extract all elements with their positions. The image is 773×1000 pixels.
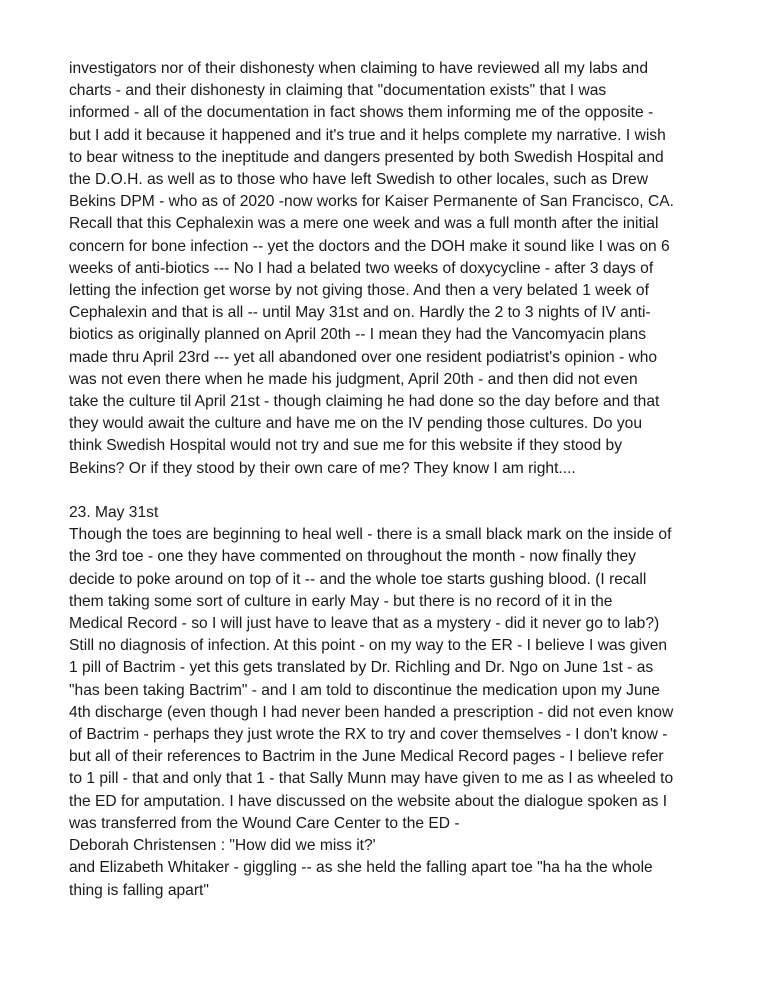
text-line: Medical Record - so I will just have to leave that as a mystery - did it never go to lab?): [69, 615, 660, 633]
text-line: charts - and their dishonesty in claiming that "documentation exists" that I was: [69, 82, 607, 100]
document-page: [69, 58, 759, 902]
text-line: Still no diagnosis of infection. At this point - on my way to the ER - I believe I was given: [69, 637, 668, 655]
text-line: Bekins DPM - who as of 2020 -now works for Kaiser Permanente of San Francisco, CA.: [69, 193, 674, 211]
text-line: was not even there when he made his judgment, April 20th - and then did not even: [69, 370, 638, 388]
text-line: but I add it because it happened and it's true and it helps complete my narrative. I wish: [69, 126, 666, 144]
text-line: investigators nor of their dishonesty when claiming to have reviewed all my labs and: [69, 60, 649, 77]
text-line: was transferred from the Wound Care Center to the ED -: [69, 814, 460, 832]
text-line: 1 pill of Bactrim - yet this gets translated by Dr. Richling and Dr. Ngo on June 1st - as: [69, 659, 654, 677]
text-line: Deborah Christensen : "How did we miss it?': [69, 837, 376, 855]
text-line: biotics as originally planned on April 20th -- I mean they had the Vancomyacin plans: [69, 326, 647, 344]
paragraph-1: [69, 58, 759, 480]
text-line: "has been taking Bactrim" - and I am told to discontinue the medication upon my June: [69, 681, 660, 699]
text-line: Recall that this Cephalexin was a mere one week and was a full month after the initial: [69, 215, 659, 233]
text-line: informed - all of the documentation in fact shows them informing me of the opposite -: [69, 104, 654, 122]
text-line: of Bactrim - perhaps they just wrote the RX to try and cover themselves - I don't know -: [69, 726, 668, 744]
text-line: 4th discharge (even though I had never been handed a prescription - did not even know: [69, 703, 674, 721]
text-line: them taking some sort of culture in early May - but there is no record of it in the: [69, 592, 613, 610]
text-line: they would await the culture and have me on the IV pending those cultures. Do you: [69, 415, 642, 433]
text-line: letting the infection get worse by not giving those. And then a very belated 1 week of: [69, 282, 649, 300]
text-line: concern for bone infection -- yet the doctors and the DOH make it sound like I was on 6: [69, 237, 670, 255]
text-line: made thru April 23rd --- yet all abandoned over one resident podiatrist's opinion - who: [69, 348, 658, 366]
text-line: the 3rd toe - one they have commented on throughout the month - now finally they: [69, 548, 636, 566]
text-line: the D.O.H. as well as to those who have left Swedish to other locales, such as Drew: [69, 171, 648, 189]
paragraph-2: [69, 524, 759, 901]
text-line: to bear witness to the ineptitude and dangers presented by both Swedish Hospital and: [69, 148, 664, 166]
paragraph-spacer: [69, 480, 759, 502]
text-line: to 1 pill - that and only that 1 - that Sally Munn may have given to me as I as wheeled to: [69, 770, 674, 788]
text-line: decide to poke around on top of it -- and the whole toe starts gushing blood. (I recall: [69, 570, 647, 588]
text-line: weeks of anti-biotics --- No I had a belated two weeks of doxycycline - after 3 days of: [69, 259, 654, 277]
text-line: Though the toes are beginning to heal well - there is a small black mark on the inside of: [69, 526, 672, 544]
text-line: think Swedish Hospital would not try and sue me for this website if they stood by: [69, 437, 622, 455]
text-line: the ED for amputation. I have discussed on the website about the dialogue spoken as I: [69, 792, 668, 810]
text-line: but all of their references to Bactrim in the June Medical Record pages - I believe refer: [69, 748, 664, 766]
text-line: and Elizabeth Whitaker - giggling -- as she held the falling apart toe "ha ha the whole: [69, 859, 653, 877]
text-line: take the culture til April 21st - though claiming he had done so the day before and that: [69, 393, 660, 411]
section-heading: 23. May 31st: [69, 504, 159, 522]
text-line: Cephalexin and that is all -- until May 31st and on. Hardly the 2 to 3 nights of IV anti-: [69, 304, 651, 322]
text-line: Bekins? Or if they stood by their own care of me? They know I am right....: [69, 459, 576, 477]
text-line: thing is falling apart": [69, 881, 209, 899]
